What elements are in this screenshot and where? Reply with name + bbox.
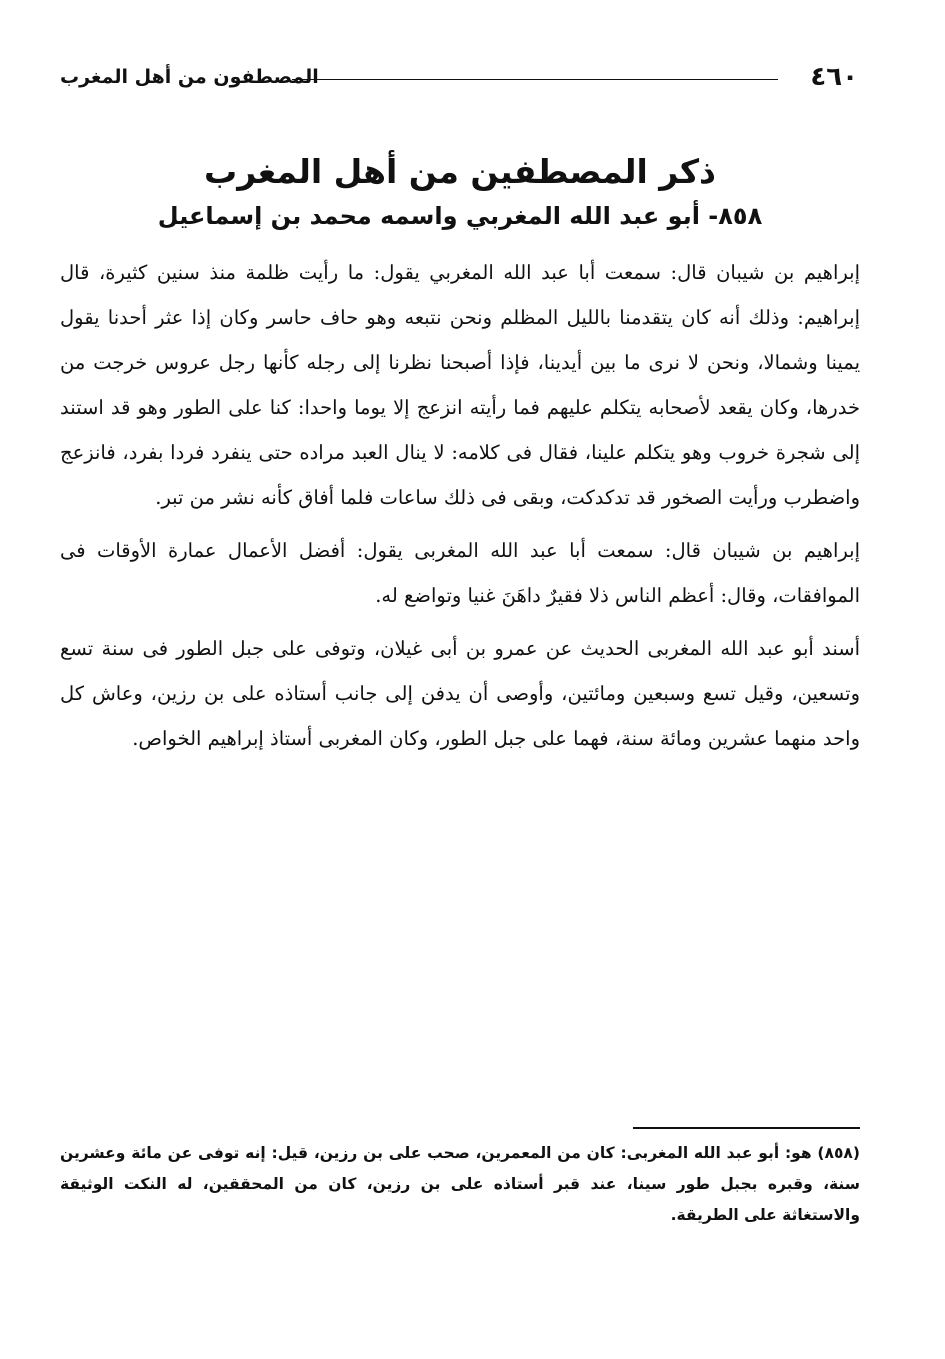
paragraph-2: إبراهيم بن شيبان قال: سمعت أبا عبد الله المغربى يقول: أفضل الأعمال عمارة الأوقات فى الموافقات، وقال: أعظم الناس ذلا فقيرٌ داهَنَ غنيا وتواضع له. bbox=[60, 539, 860, 607]
header-rule bbox=[292, 79, 778, 80]
running-title: المصطفون من أهل المغرب bbox=[60, 66, 319, 88]
paragraph-3: أسند أبو عبد الله المغربى الحديث عن عمرو بن أبى غيلان، وتوفى على جبل الطور فى سنة تسع وتسعين، وقيل تسع وسبعين ومائتين، وأوصى أن يدفن إلى جانب أستاذه على بن رزين، وعاش كل واحد منهما عشرين ومائة سنة، فهما على جبل الطور، وكان المغربى أستاذ إبراهيم الخواص. bbox=[60, 637, 860, 750]
paragraph-1: إبراهيم بن شيبان قال: سمعت أبا عبد الله المغربي يقول: ما رأيت ظلمة منذ سنين كثيرة، قال إبراهيم: وذلك أنه كان يتقدمنا بالليل المظلم ونحن نتبعه وهو حاف حاسر وكان إذا عثر أحدنا يقول يمينا وشمالا، ونحن لا نرى ما بين أيدينا، فإذا أصبحنا نظرنا إلى رجله كأنها رجل عروس خرجت من خدرها، وكان يقعد لأصحابه يتكلم عليهم فما رأيته انزعج إلا يوما واحدا: كنا على الطور وهو قد استند إلى شجرة خروب وهو يتكلم علينا، فقال فى كلامه: لا ينال العبد مراده حتى ينفرد فردا بفرد، فانزعج واضطرب ورأيت الصخور قد تدكدكت، وبقى فى ذلك ساعات فلما أفاق كأنه نشر من تبر. bbox=[60, 261, 860, 509]
chapter-title: ذكر المصطفين من أهل المغرب bbox=[204, 152, 716, 191]
footnote-rule bbox=[633, 1127, 860, 1129]
entry-title: ٨٥٨- أبو عبد الله المغربي واسمه محمد بن إسماعيل bbox=[157, 202, 763, 230]
body-text bbox=[60, 250, 860, 769]
page-number: ٤٦٠ bbox=[810, 62, 858, 92]
running-header bbox=[60, 62, 860, 92]
footnote: (٨٥٨) هو: أبو عبد الله المغربى: كان من المعمرين، صحب على بن رزين، قيل: إنه توفى عن مائة وعشرين سنة، وقبره بجبل طور سينا، عند قبر أستاذه على بن رزين، كان من المحققين، له النكت الوثيقة والاستغاثة على الطريقة. bbox=[60, 1144, 860, 1224]
